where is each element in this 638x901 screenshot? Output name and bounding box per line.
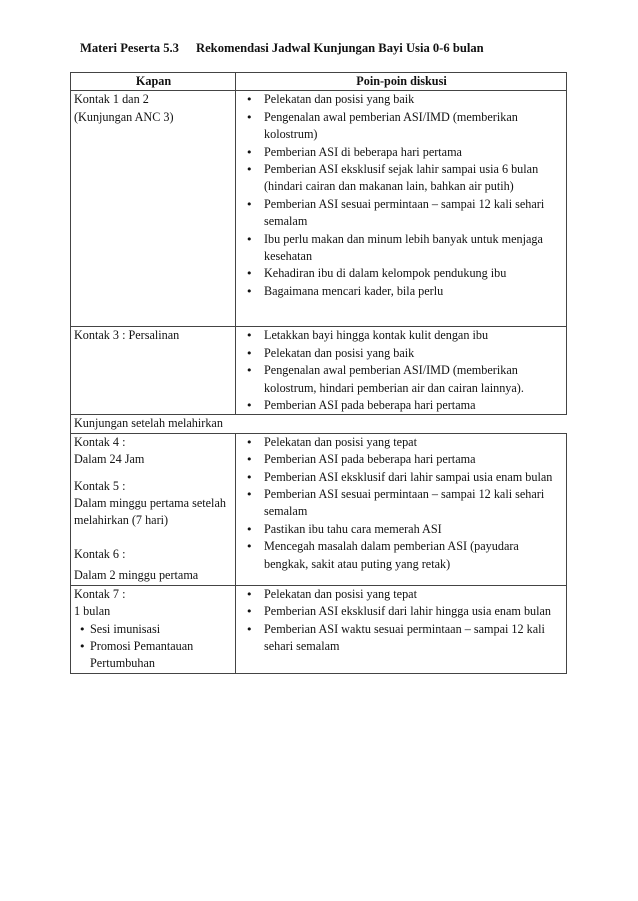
when-line: Kontak 3 : Persalinan [74,328,180,343]
list-item: • Pelekatan dan posisi yang baik [264,91,564,108]
list-item: • Pelekatan dan posisi yang tepat [264,434,564,451]
table-row [71,327,567,415]
when-line: Kontak 5 : [74,478,126,493]
document-heading [80,41,484,56]
list-item: • Pelekatan dan posisi yang baik [264,345,564,362]
section-row [71,415,567,433]
list-item: • Pengenalan awal pemberian ASI/IMD (memberikan kolostrum) [264,109,564,144]
table-header-row [71,73,567,91]
list-item: • Bagaimana mencari kader, bila perlu [264,283,564,300]
column-header-kapan: Kapan [71,73,236,91]
list-item: • Pelekatan dan posisi yang tepat [264,586,564,603]
when-cell [71,91,236,327]
list-item: • Pemberian ASI di beberapa hari pertama [264,144,564,161]
list-item: • Pemberian ASI pada beberapa hari pertama [264,451,564,468]
list-item: • Pemberian ASI sesuai permintaan – sampai 12 kali sehari semalam [264,196,564,231]
when-line: Kontak 6 : [74,546,126,561]
when-cell [71,433,236,585]
column-header-poin: Poin-poin diskusi [236,73,567,91]
when-cell [71,585,236,673]
material-label: Materi Peserta 5.3 [80,41,179,55]
list-item: • Pemberian ASI pada beberapa hari pertama [264,397,564,414]
section-label: Kunjungan setelah melahirkan [71,415,567,433]
table-row [71,585,567,673]
table-row [71,91,567,327]
list-item: • Pemberian ASI eksklusif dari lahir sampai usia enam bulan [264,469,564,486]
points-cell [236,433,567,585]
table-row [71,433,567,585]
when-line: 1 bulan [74,604,111,619]
list-item: • Ibu perlu makan dan minum lebih banyak untuk menjaga kesehatan [264,231,564,266]
list-item: • Pemberian ASI waktu sesuai permintaan – sampai 12 kali sehari semalam [264,621,564,656]
list-item: • Promosi Pemantauan Pertumbuhan [90,638,233,673]
when-line: (Kunjungan ANC 3) [74,109,174,124]
list-item: • Kehadiran ibu di dalam kelompok pendukung ibu [264,265,564,282]
list-item: • Pemberian ASI eksklusif dari lahir hingga usia enam bulan [264,603,564,620]
points-cell [236,327,567,415]
when-line: Dalam 2 minggu pertama [74,568,199,583]
points-cell [236,585,567,673]
when-line: Dalam minggu pertama setelah melahirkan (7 hari) [74,496,226,528]
list-item: • Sesi imunisasi [90,621,233,638]
list-item: • Pemberian ASI eksklusif sejak lahir sampai usia 6 bulan (hindari cairan dan makanan lain, bahkan air putih) [264,161,564,196]
when-line: Kontak 7 : [74,586,126,601]
list-item: • Pemberian ASI sesuai permintaan – sampai 12 kali sehari semalam [264,486,564,521]
when-line: Kontak 1 dan 2 [74,92,149,107]
schedule-table [70,72,567,674]
list-item: • Pastikan ibu tahu cara memerah ASI [264,521,564,538]
list-item: • Mencegah masalah dalam pemberian ASI (payudara bengkak, sakit atau puting yang retak) [264,538,564,573]
list-item: • Letakkan bayi hingga kontak kulit dengan ibu [264,327,564,344]
when-line: Dalam 24 Jam [74,452,145,467]
document-title: Rekomendasi Jadwal Kunjungan Bayi Usia 0-6 bulan [196,41,484,55]
points-cell [236,91,567,327]
when-cell [71,327,236,415]
when-line: Kontak 4 : [74,434,126,449]
list-item: • Pengenalan awal pemberian ASI/IMD (memberikan kolostrum, hindari pemberian air dan cairan lainnya). [264,362,564,397]
